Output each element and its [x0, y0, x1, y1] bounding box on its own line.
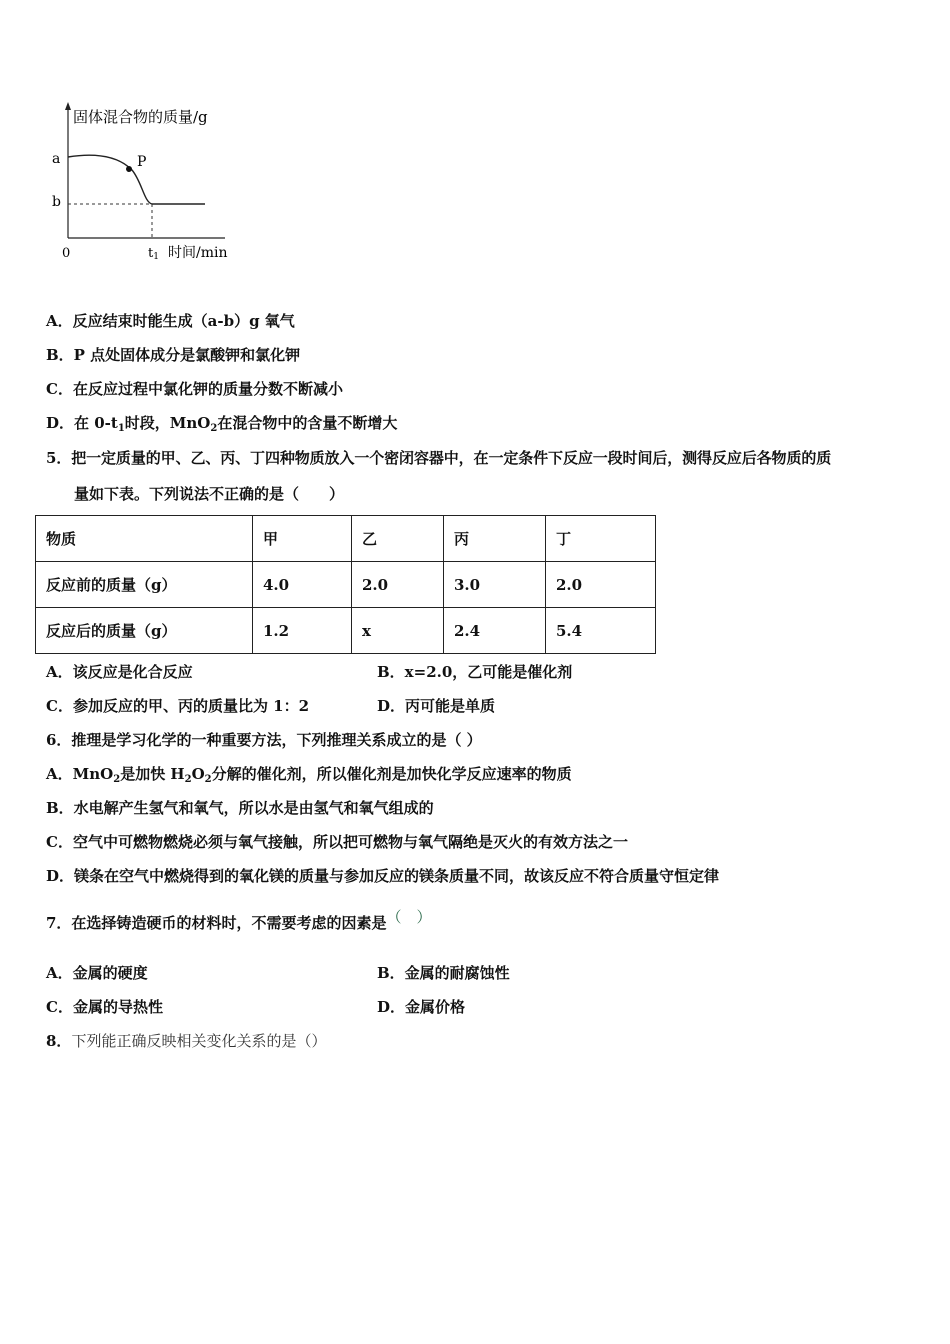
table-cell: x — [352, 608, 444, 654]
table-cell: 甲 — [253, 516, 352, 562]
table-row — [36, 562, 656, 608]
q6-option-d: D．镁条在空气中燃烧得到的氧化镁的质量与参加反应的镁条质量不同，故该反应不符合质量守恒定律 — [46, 867, 720, 885]
q5-option-a: A．该反应是化合反应 — [46, 663, 193, 681]
table-cell: 2.0 — [546, 562, 656, 608]
table-cell: 丁 — [546, 516, 656, 562]
q5-stem-line1: 5．把一定质量的甲、乙、丙、丁四种物质放入一个密闭容器中，在一定条件下反应一段时间后，测得反应后各物质的质 — [46, 449, 832, 467]
q5-data-table — [35, 515, 656, 654]
table-cell: 丙 — [444, 516, 546, 562]
table-cell: 3.0 — [444, 562, 546, 608]
q8-stem: 8．下列能正确反映相关变化关系的是（） — [46, 1032, 327, 1050]
table-cell: 4.0 — [253, 562, 352, 608]
q5-option-b: B．x=2.0，乙可能是催化剂 — [377, 663, 573, 681]
graph-b-label: b — [52, 194, 61, 210]
graph-x-label: 时间/min — [168, 245, 228, 261]
q7-option-b: B．金属的耐腐蚀性 — [377, 964, 510, 982]
q4-option-c: C．在反应过程中氯化钾的质量分数不断减小 — [46, 380, 343, 398]
table-cell: 2.0 — [352, 562, 444, 608]
y-axis-arrow — [65, 102, 71, 110]
graph-origin-label: 0 — [62, 246, 71, 261]
q6-option-c: C．空气中可燃物燃烧必须与氧气接触，所以把可燃物与氧气隔绝是灭火的有效方法之一 — [46, 833, 628, 851]
q7-stem: 7．在选择铸造硬币的材料时，不需要考虑的因素是（ ） — [46, 908, 432, 932]
graph-t1-label: t1 — [148, 246, 159, 262]
table-cell: 5.4 — [546, 608, 656, 654]
table-cell: 2.4 — [444, 608, 546, 654]
q7-option-d: D．金属价格 — [377, 998, 466, 1016]
q6-option-b: B．水电解产生氢气和氧气，所以水是由氢气和氧气组成的 — [46, 799, 434, 817]
q6-option-a: A．MnO$_2$是加快 $H_2O_2$分解的催化剂，所以催化剂是加快化学反应速率的物质 — [46, 765, 572, 785]
graph-point-label: P — [137, 154, 147, 170]
q5-option-c: C．参加反应的甲、丙的质量比为 1：2 — [46, 697, 310, 715]
table-row — [36, 608, 656, 654]
table-cell: 反应前的质量（g） — [36, 562, 253, 608]
q5-stem-line2: 量如下表。下列说法不正确的是（ ） — [74, 485, 345, 503]
q7-answer-paren: （ ） — [386, 908, 432, 926]
q6-stem: 6．推理是学习化学的一种重要方法，下列推理关系成立的是（ ） — [46, 731, 482, 749]
q4-option-d: D．在 $0-t_1$时段，MnO$_2$在混合物中的含量不断增大 — [46, 414, 398, 434]
point-p — [126, 166, 132, 172]
table-cell: 反应后的质量（g） — [36, 608, 253, 654]
table-cell: 物质 — [36, 516, 253, 562]
table-cell: 1.2 — [253, 608, 352, 654]
q5-option-d: D．丙可能是单质 — [377, 697, 496, 715]
q4-option-a: A．反应结束时能生成（a-b）g 氧气 — [46, 312, 295, 330]
mass-time-graph — [40, 100, 250, 270]
table-cell: 乙 — [352, 516, 444, 562]
q7-option-a: A．金属的硬度 — [46, 964, 148, 982]
q7-option-c: C．金属的导热性 — [46, 998, 163, 1016]
q4-option-b: B．P 点处固体成分是氯酸钾和氯化钾 — [46, 346, 301, 364]
graph-a-label: a — [52, 151, 61, 167]
graph-y-label: 固体混合物的质量/g — [73, 108, 208, 126]
table-header-row — [36, 516, 656, 562]
